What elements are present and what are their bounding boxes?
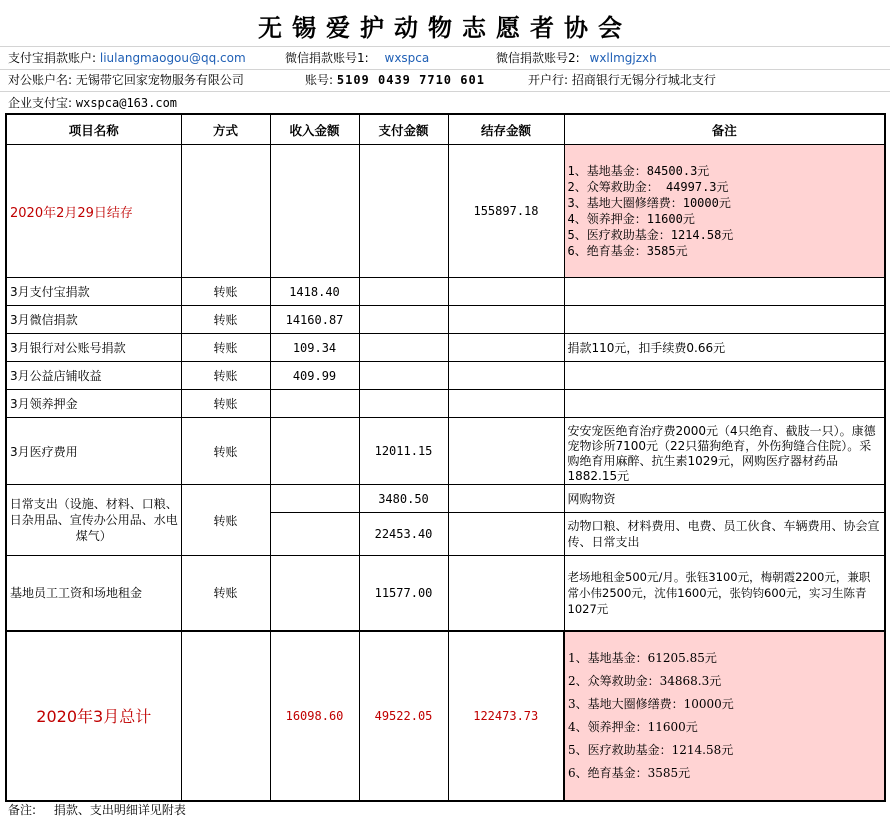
total-expense: 49522.05 xyxy=(359,631,448,801)
empty-cell xyxy=(564,306,885,334)
corp-alipay-value: wxspca@163.com xyxy=(75,96,178,110)
empty-cell xyxy=(270,485,359,513)
expense-amount: 11577.00 xyxy=(359,556,448,631)
note-text: 捐款110元，扣手续费0.66元 xyxy=(564,334,885,362)
empty-cell xyxy=(564,278,885,306)
method: 转账 xyxy=(181,418,270,485)
note-line: 1、基地基金：61205.85元 xyxy=(568,650,717,665)
method: 转账 xyxy=(181,278,270,306)
table-row-salary xyxy=(6,556,885,631)
account-number-line xyxy=(305,70,485,90)
wechat1-line xyxy=(285,48,429,68)
method: 转账 xyxy=(181,306,270,334)
col-header-expense: 支付金额 xyxy=(359,114,448,145)
table-row-medical xyxy=(6,418,885,485)
item-name: 2020年2月29日结存 xyxy=(6,145,181,278)
wechat2-label: 微信捐款账号2: xyxy=(496,51,580,65)
col-header-item: 项目名称 xyxy=(6,114,181,145)
note-line: 6、绝育基金：3585元 xyxy=(567,244,688,258)
item-name: 3月银行对公账号捐款 xyxy=(6,334,181,362)
page-title: 无锡爱护动物志愿者协会 xyxy=(258,13,632,42)
empty-cell xyxy=(359,278,448,306)
empty-cell xyxy=(270,145,359,278)
col-header-income: 收入金额 xyxy=(270,114,359,145)
empty-cell xyxy=(448,556,564,631)
table-row-daily-1 xyxy=(6,485,885,513)
item-name: 基地员工工资和场地租金 xyxy=(6,556,181,631)
account-number-value: 5109 0439 7710 601 xyxy=(336,73,485,87)
income-amount: 409.99 xyxy=(270,362,359,390)
note-line: 2、众筹救助金：34868.3元 xyxy=(568,673,722,688)
expense-amount: 12011.15 xyxy=(359,418,448,485)
footer-label: 备注: xyxy=(8,803,37,817)
note-line: 5、医疗救助基金：1214.58元 xyxy=(567,228,734,242)
empty-cell xyxy=(448,306,564,334)
empty-cell xyxy=(448,390,564,418)
note-line: 1、基地基金：84500.3元 xyxy=(567,164,710,178)
note-line: 4、领养押金：11600元 xyxy=(568,719,698,734)
col-header-method: 方式 xyxy=(181,114,270,145)
total-balance: 122473.73 xyxy=(448,631,564,801)
alipay-value: liulangmaogou@qq.com xyxy=(99,51,246,65)
empty-cell xyxy=(359,145,448,278)
method: 转账 xyxy=(181,485,270,556)
notes-cell xyxy=(564,145,885,278)
expense-amount: 22453.40 xyxy=(359,513,448,556)
corp-alipay-line xyxy=(8,93,177,113)
empty-cell xyxy=(359,306,448,334)
table-row-opening-balance xyxy=(6,145,885,278)
wechat1-label: 微信捐款账号1: xyxy=(285,51,369,65)
table-row-wechat xyxy=(6,306,885,334)
empty-cell xyxy=(270,513,359,556)
expense-amount: 3480.50 xyxy=(359,485,448,513)
note-text: 网购物资 xyxy=(564,485,885,513)
corp-alipay-label: 企业支付宝: xyxy=(8,96,73,110)
divider xyxy=(0,91,890,92)
note-line: 4、领养押金：11600元 xyxy=(567,212,695,226)
empty-cell xyxy=(448,334,564,362)
bank-line xyxy=(528,70,716,90)
alipay-account-line xyxy=(8,48,246,68)
item-name: 3月领养押金 xyxy=(6,390,181,418)
account-name-value: 无锡带它回家宠物服务有限公司 xyxy=(75,73,244,87)
note-line: 6、绝育基金：3585元 xyxy=(568,765,691,780)
empty-cell xyxy=(564,390,885,418)
account-name-line xyxy=(8,70,244,90)
empty-cell xyxy=(448,278,564,306)
empty-cell xyxy=(564,362,885,390)
empty-cell xyxy=(448,418,564,485)
total-label: 2020年3月总计 xyxy=(6,631,181,801)
account-number-label: 账号: xyxy=(305,73,334,87)
note-text: 老场地租金500元/月。张钰3100元，梅朝霞2200元，兼职常小伟2500元，沈伟1600元，张钧钧600元，实习生陈青1027元 xyxy=(564,556,885,631)
item-name: 3月医疗费用 xyxy=(6,418,181,485)
header-row xyxy=(6,114,885,145)
wechat2-line xyxy=(496,48,657,68)
table-row-deposit xyxy=(6,390,885,418)
note-line: 3、基地大圈修缮费：10000元 xyxy=(567,196,731,210)
wechat1-value: wxspca xyxy=(384,51,430,65)
balance-amount: 155897.18 xyxy=(448,145,564,278)
account-name-label: 对公账户名: xyxy=(8,73,73,87)
method: 转账 xyxy=(181,390,270,418)
total-income: 16098.60 xyxy=(270,631,359,801)
ledger-table xyxy=(5,113,886,802)
empty-cell xyxy=(359,362,448,390)
footer-text: 捐款、支出明细详见附表 xyxy=(53,803,186,817)
col-header-notes: 备注 xyxy=(564,114,885,145)
empty-cell xyxy=(359,334,448,362)
empty-cell xyxy=(270,390,359,418)
item-name: 3月支付宝捐款 xyxy=(6,278,181,306)
method: 转账 xyxy=(181,334,270,362)
table-row-bank xyxy=(6,334,885,362)
income-amount: 14160.87 xyxy=(270,306,359,334)
empty-cell xyxy=(270,556,359,631)
income-amount: 1418.40 xyxy=(270,278,359,306)
note-line: 5、医疗救助基金：1214.58元 xyxy=(568,742,734,757)
total-notes-cell xyxy=(564,631,885,801)
table-row-alipay xyxy=(6,278,885,306)
footer-note xyxy=(8,801,200,818)
wechat2-value: wxllmgjzxh xyxy=(589,51,657,65)
income-amount: 109.34 xyxy=(270,334,359,362)
table-row-shop xyxy=(6,362,885,390)
method: 转账 xyxy=(181,362,270,390)
item-name: 3月微信捐款 xyxy=(6,306,181,334)
empty-cell xyxy=(448,362,564,390)
empty-cell xyxy=(448,513,564,556)
bank-value: 招商银行无锡分行城北支行 xyxy=(571,73,716,87)
method: 转账 xyxy=(181,556,270,631)
alipay-label: 支付宝捐款账户: xyxy=(8,51,97,65)
col-header-balance: 结存金额 xyxy=(448,114,564,145)
note-text: 动物口粮、材料费用、电费、员工伙食、车辆费用、协会宣传、日常支出 xyxy=(564,513,885,556)
item-name: 日常支出（设施、材料、口粮、日杂用品、宣传办公用品、水电煤气） xyxy=(6,485,181,556)
note-line: 3、基地大圈修缮费：10000元 xyxy=(568,696,734,711)
bank-label: 开户行: xyxy=(528,73,569,87)
empty-cell xyxy=(448,485,564,513)
item-name: 3月公益店铺收益 xyxy=(6,362,181,390)
table-row-total xyxy=(6,631,885,801)
empty-cell xyxy=(181,631,270,801)
note-line: 2、众筹救助金： 44997.3元 xyxy=(567,180,729,194)
empty-cell xyxy=(181,145,270,278)
divider xyxy=(0,46,890,47)
empty-cell xyxy=(270,418,359,485)
empty-cell xyxy=(359,390,448,418)
note-text: 安安宠医绝育治疗费2000元（4只绝育、截肢一只）。康德宠物诊所7100元（22只猫狗绝育，外伤狗缝合住院）。采购绝育用麻醉、抗生素1029元，网购医疗器材药品1882.15元 xyxy=(564,418,885,485)
